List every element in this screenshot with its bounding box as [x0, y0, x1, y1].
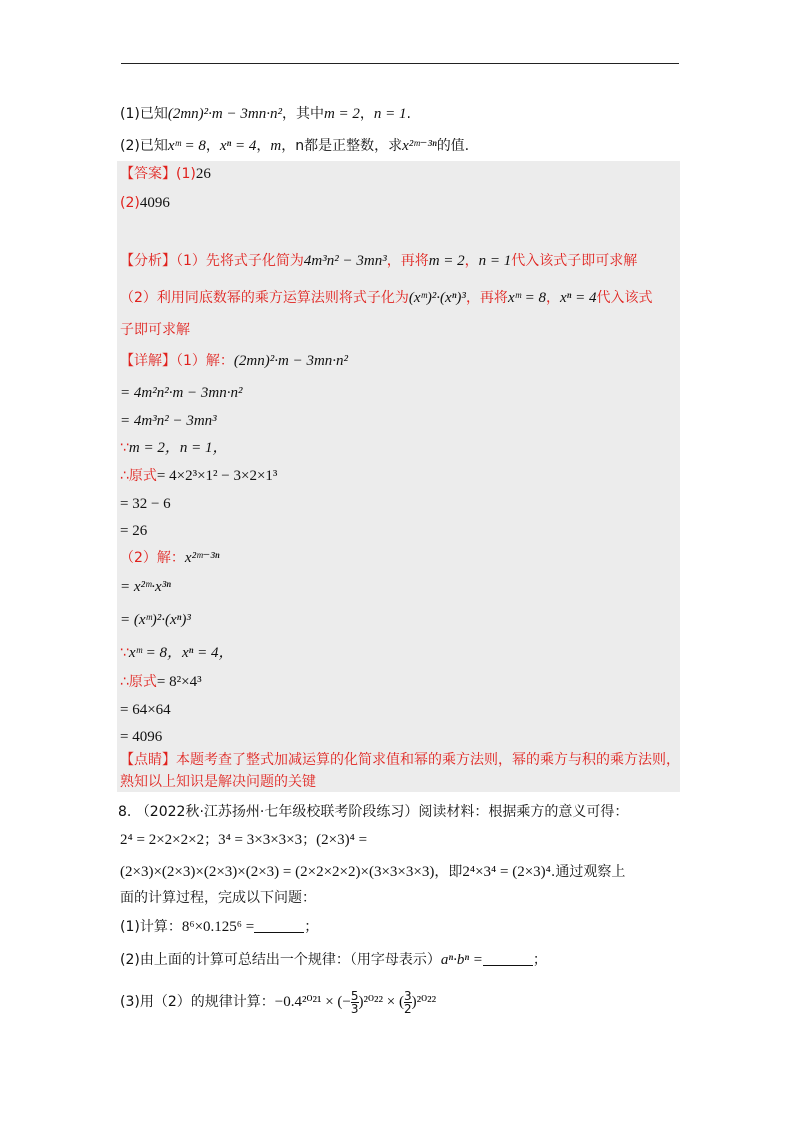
math-condition: xᵐ = 8 [507, 290, 546, 306]
text: 代入该式 [596, 290, 653, 306]
math-expression: = 8²×4³ [156, 674, 202, 690]
math-expression: aⁿ·bⁿ = [440, 952, 483, 968]
math-condition: n = 1 [478, 253, 512, 269]
separator: ， [359, 106, 374, 122]
comment-tag: 【点睛】 [120, 752, 176, 768]
numerator: 5 [350, 988, 359, 1003]
math-expression: (2mn)²·m − 3mn·n² [167, 106, 282, 122]
numerator: 3 [404, 988, 412, 1003]
math-expression: 2⁴×3⁴ = (2×3)⁴ [462, 864, 551, 880]
text: 阅读材料：根据乘方的意义可得： [418, 804, 629, 820]
math-expression: )²⁰²² × ( [358, 994, 404, 1010]
step: = 4m³n² − 3mn³ [120, 413, 217, 429]
detail-line-1 [120, 351, 348, 371]
answer-blank[interactable] [254, 918, 304, 933]
text: (3)用（2）的规律计算： [120, 994, 275, 1010]
q8-row-2 [120, 862, 625, 882]
fraction [351, 990, 359, 1015]
analysis-line-3 [120, 320, 190, 340]
text: 子即可求解 [120, 322, 190, 338]
fraction [404, 990, 412, 1015]
detail-tag: 【详解】 [120, 353, 176, 369]
math-expression: x²ᵐ⁻³ⁿ [184, 550, 220, 566]
because-line [120, 643, 233, 663]
therefore-symbol: ∴ [120, 468, 129, 484]
math-expression: (xᵐ)²·(xⁿ)³ [408, 290, 466, 306]
math-expression: −0.4²⁰²¹ × (− [274, 994, 351, 1010]
math-expression: )²⁰²² [411, 994, 437, 1010]
text: 原式 [128, 674, 157, 690]
q8-row-3: 面的计算过程，完成以下问题： [120, 890, 316, 906]
part-label: （2）解： [120, 550, 185, 566]
math-condition: xⁿ = 4 [219, 138, 257, 154]
part-label: (1) [176, 166, 196, 182]
q8-row-1 [120, 830, 367, 850]
text: n都是正整数，求 [295, 138, 403, 154]
math-condition: xᵐ = 8，xⁿ = 4， [128, 645, 234, 661]
analysis-line-2: （2）利用同底数幂的乘方运算法则将式子化为(xᵐ)²·(xⁿ)³，再将xᵐ = 8，xⁿ = 4代入该式 [120, 290, 653, 306]
separator: ； [302, 832, 317, 848]
text: （1）先将式子化简为 [176, 253, 304, 269]
text: ，再将 [386, 253, 429, 269]
step: = 32 − 6 [120, 496, 171, 512]
step: = x²ᵐ·x³ⁿ [120, 579, 171, 595]
math-condition: xⁿ = 4 [559, 290, 597, 306]
step: = 26 [120, 523, 148, 539]
because-line [120, 438, 228, 458]
math-expression: 8⁶×0.125⁶ = [181, 919, 255, 935]
therefore-line [120, 466, 277, 486]
math-variable: m [270, 138, 282, 154]
math-expression: 4m³n² − 3mn³ [303, 253, 387, 269]
therefore-symbol: ∴ [120, 674, 129, 690]
part-label: （1）解： [176, 353, 234, 369]
answer-tag: 【答案】 [120, 166, 176, 182]
math-expression: = 4×2³×1² − 3×2×1³ [156, 468, 278, 484]
answer-value: 4096 [139, 195, 170, 211]
q8-header [118, 802, 628, 822]
text: (2)由上面的计算可总结出一个规律：（用字母表示） [120, 952, 441, 968]
therefore-line [120, 672, 202, 692]
denominator: 3 [350, 1001, 359, 1016]
analysis-tag: 【分析】 [120, 253, 176, 269]
text: .通过观察上 [550, 864, 626, 880]
detail-part-2 [120, 548, 219, 568]
math-condition: n = 1 [373, 106, 407, 122]
text: 原式 [128, 468, 157, 484]
q8-item-3 [120, 988, 436, 1016]
comment-line-1 [120, 750, 680, 770]
math-condition: m = 2 [428, 253, 465, 269]
step: = 4096 [120, 729, 163, 745]
step: = 64×64 [120, 702, 171, 718]
text: 代入该式子即可求解 [511, 253, 638, 269]
because-symbol: ∵ [120, 645, 129, 661]
math-condition: m = 2 [323, 106, 360, 122]
separator: ； [204, 832, 219, 848]
answer-value: 26 [195, 166, 211, 182]
text: ，再将 [465, 290, 508, 306]
math-condition: xᵐ = 8 [167, 138, 206, 154]
header-rule [121, 63, 679, 64]
step: = (xᵐ)²·(xⁿ)³ [120, 612, 191, 628]
part-label: (2) [120, 195, 140, 211]
because-symbol: ∵ [120, 440, 129, 456]
math-expression: (2mn)²·m − 3mn·n² [233, 353, 349, 369]
separator: ； [532, 952, 547, 968]
question-source: （2022秋·江苏扬州·七年级校联考阶段练习） [135, 804, 419, 820]
math-condition: m = 2，n = 1， [128, 440, 228, 456]
q8-item-2 [120, 950, 547, 970]
period: . [406, 106, 411, 122]
text: 本题考查了整式加减运算的化简求值和幂的乘方法则，幂的乘方与积的乘方法则， [176, 752, 680, 768]
question-part-2: (2)已知xᵐ = 8，xⁿ = 4，m，n都是正整数，求x²ᵐ⁻³ⁿ的值. [120, 138, 470, 154]
denominator: 2 [404, 1001, 412, 1016]
part-label: (2)已知 [120, 138, 168, 154]
question-part-1 [120, 104, 411, 124]
text: （2）利用同底数幂的乘方运算法则将式子化为 [120, 290, 409, 306]
math-expression: (2×3)×(2×3)×(2×3)×(2×3) = (2×2×2×2)×(3×3×3×3) [120, 864, 435, 880]
part-label: (1)已知 [120, 106, 168, 122]
separator: ； [304, 919, 319, 935]
answer-line-1 [120, 164, 211, 184]
part-label: (1)计算： [120, 919, 182, 935]
analysis-line-1: 【分析】（1）先将式子化简为4m³n² − 3mn³，再将m = 2，n = 1代入该式子即可求解 [120, 253, 638, 269]
step: = 4m²n²·m − 3mn·n² [120, 385, 243, 401]
math-expression: (2×3)⁴ = [316, 832, 368, 848]
text: 的值. [436, 138, 470, 154]
math-expression: 2⁴ = 2×2×2×2 [120, 832, 205, 848]
comment-line-2: 熟知以上知识是解决问题的关键 [120, 774, 316, 790]
text: ，即 [434, 864, 463, 880]
math-expression: 3⁴ = 3×3×3×3 [218, 832, 303, 848]
answer-line-2 [120, 193, 170, 213]
math-expression: x²ᵐ⁻³ⁿ [402, 138, 437, 154]
answer-blank[interactable] [483, 951, 533, 966]
text: ，其中 [281, 106, 324, 122]
question-number: 8. [118, 804, 132, 820]
q8-item-1 [120, 917, 318, 937]
